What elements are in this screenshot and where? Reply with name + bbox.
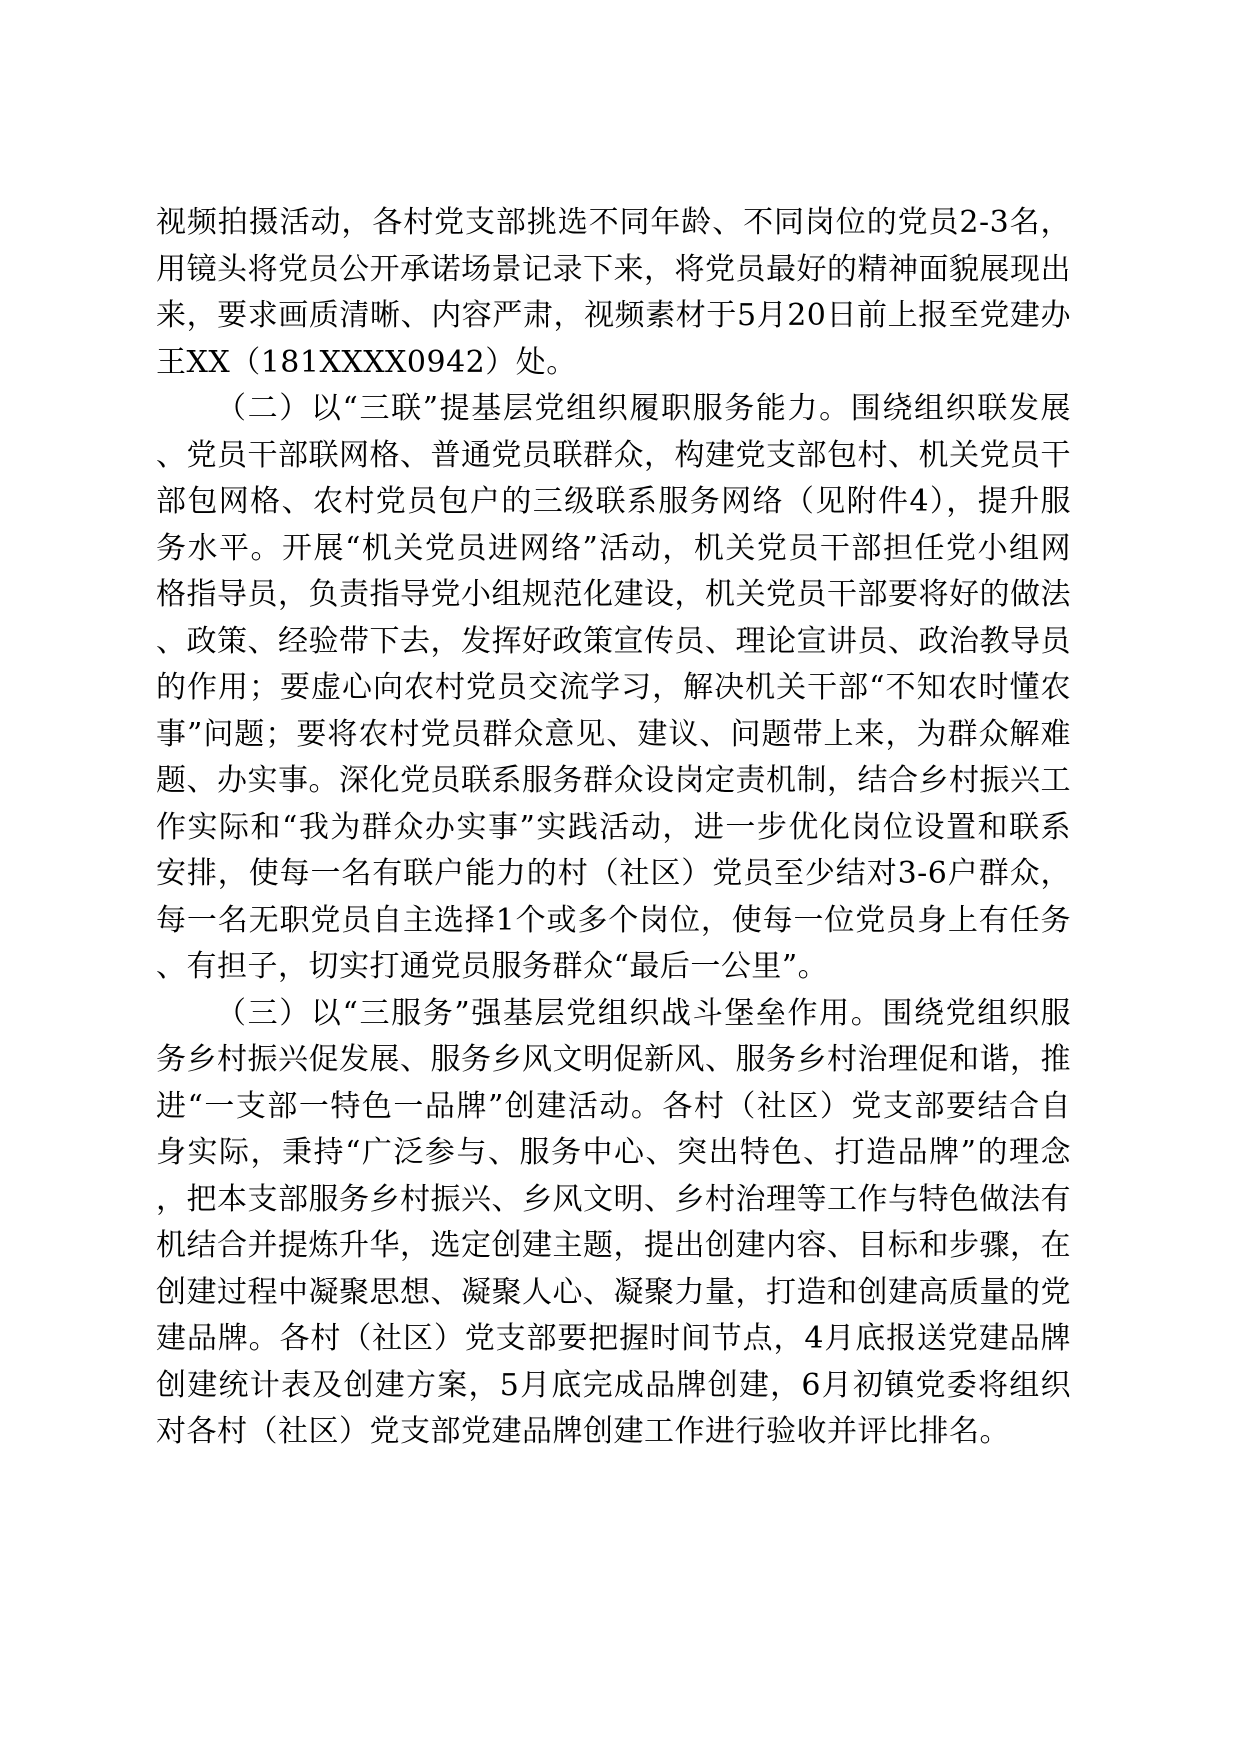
- paragraph-video-shooting: 视频拍摄活动，各村党支部挑选不同年龄、不同岗位的党员2-3名，用镜头将党员公开承诺场景记录下来，将党员最好的精神面貌展现出来，要求画质清晰、内容严肃，视频素材于5月20日前上报至党建办王XX（181XXXX0942）处。: [156, 205, 1071, 380]
- document-body: [156, 200, 1071, 1456]
- paragraph-three-services: （三）以“三服务”强基层党组织战斗堡垒作用。围绕党组织服务乡村振兴促发展、服务乡风文明促新风、服务乡村治理促和谐，推进“一支部一特色一品牌”创建活动。各村（社区）党支部要结合自身实际，秉持“广泛参与、服务中心、突出特色、打造品牌”的理念，把本支部服务乡村振兴、乡风文明、乡村治理等工作与特色做法有机结合并提炼升华，选定创建主题，提出创建内容、目标和步骤，在创建过程中凝聚思想、凝聚人心、凝聚力量，打造和创建高质量的党建品牌。各村（社区）党支部要把握时间节点，4月底报送党建品牌创建统计表及创建方案，5月底完成品牌创建，6月初镇党委将组织对各村（社区）党支部党建品牌创建工作进行验收并评比排名。: [156, 995, 1071, 1449]
- paragraph-three-links: （二）以“三联”提基层党组织履职服务能力。围绕组织联发展、党员干部联网格、普通党员联群众，构建党支部包村、机关党员干部包网格、农村党员包户的三级联系服务网络（见附件4），提升服务水平。开展“机关党员进网络”活动，机关党员干部担任党小组网格指导员，负责指导党小组规范化建设，机关党员干部要将好的做法、政策、经验带下去，发挥好政策宣传员、理论宣讲员、政治教导员的作用；要虚心向农村党员交流学习，解决机关干部“不知农时懂农事”问题；要将农村党员群众意见、建议、问题带上来，为群众解难题、办实事。深化党员联系服务群众设岗定责机制，结合乡村振兴工作实际和“我为群众办实事”实践活动，进一步优化岗位设置和联系安排，使每一名有联户能力的村（社区）党员至少结对3-6户群众，每一名无职党员自主选择1个或多个岗位，使每一位党员身上有任务、有担子，切实打通党员服务群众“最后一公里”。: [156, 391, 1071, 984]
